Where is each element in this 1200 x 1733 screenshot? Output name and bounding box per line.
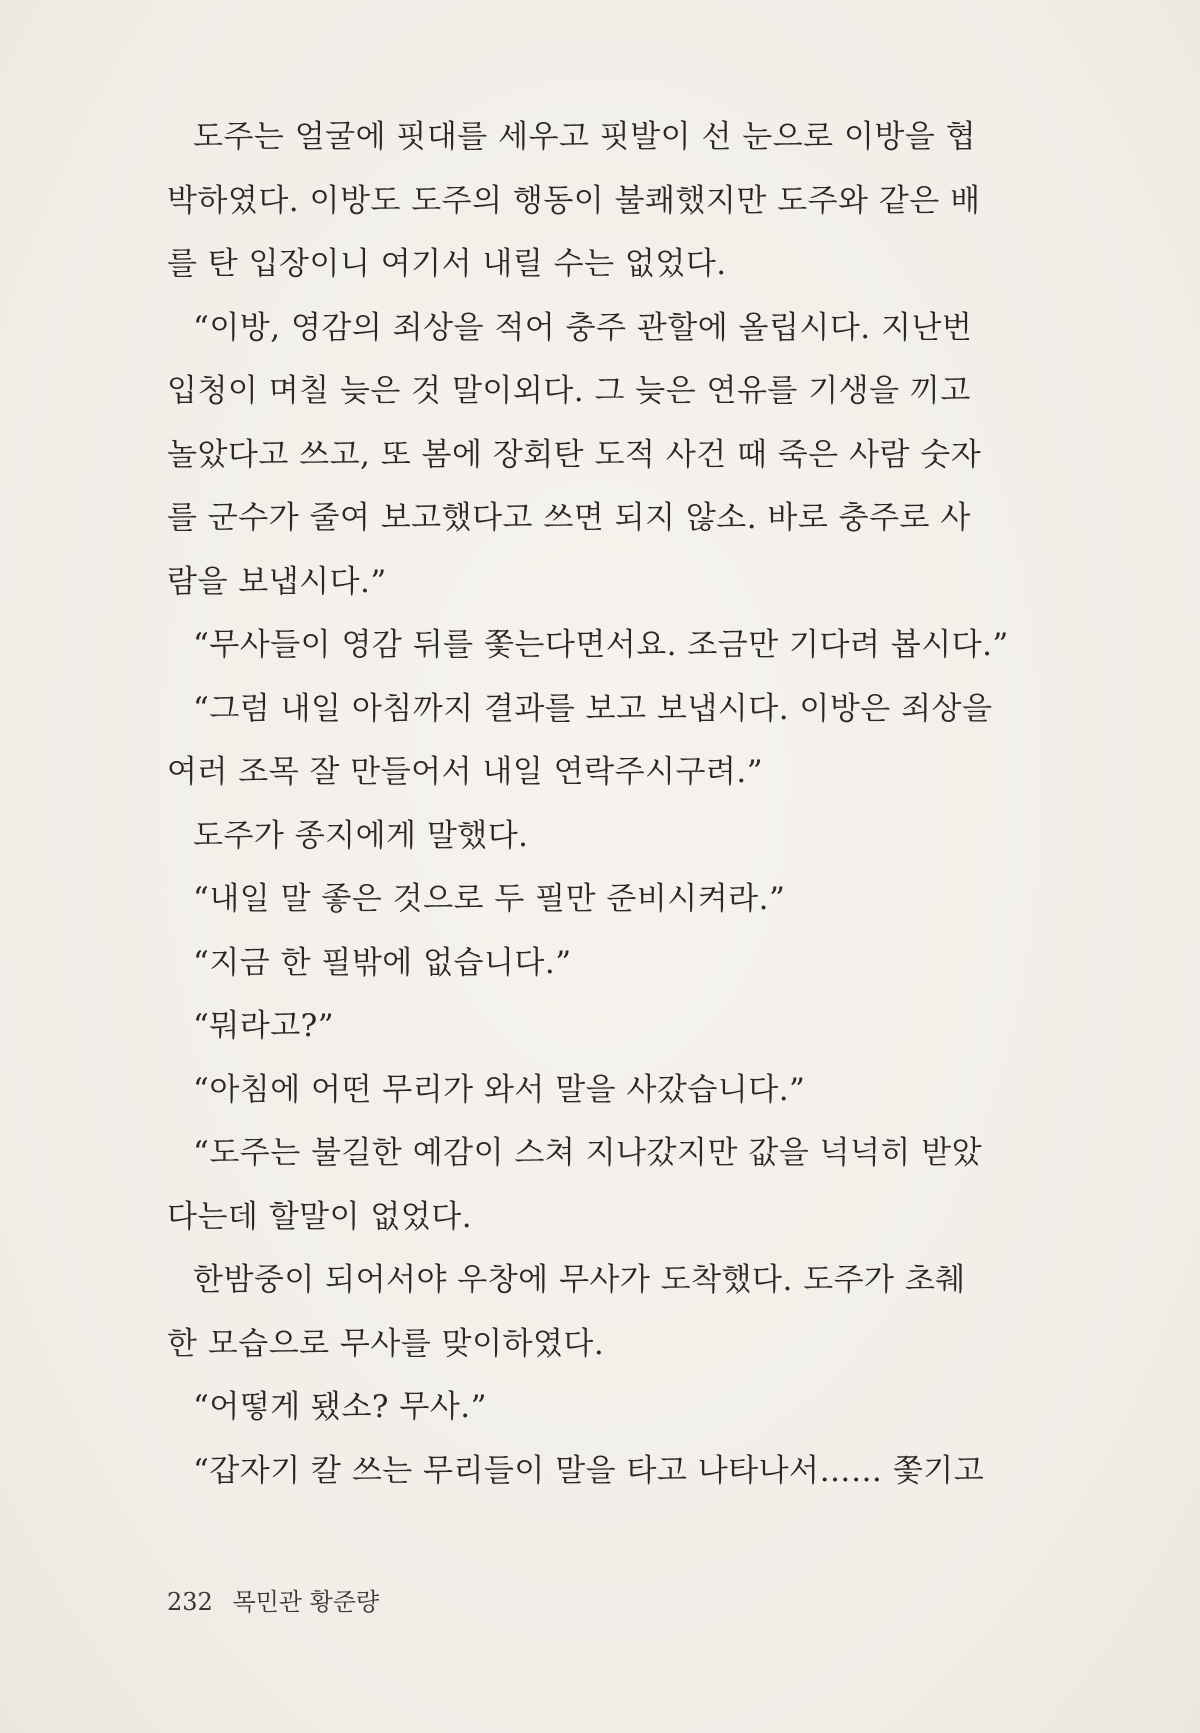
body-text <box>167 106 1047 1503</box>
text-line: 도주는 얼굴에 핏대를 세우고 핏발이 선 눈으로 이방을 협 <box>193 119 977 155</box>
page-footer <box>167 1582 379 1617</box>
text-line: “내일 말 좋은 것으로 두 필만 준비시켜라.” <box>193 881 786 917</box>
text-line: “어떻게 됐소? 무사.” <box>193 1389 487 1425</box>
text-line: 한밤중이 되어서야 우창에 무사가 도착했다. 도주가 초췌 <box>193 1262 966 1298</box>
text-line: “이방, 영감의 죄상을 적어 충주 관할에 올립시다. 지난번 <box>193 309 973 346</box>
text-line: “갑자기 칼 쓰는 무리들이 말을 타고 나타나서…… 쫓기고 <box>193 1452 985 1489</box>
text-line: 놀았다고 쓰고, 또 봄에 장회탄 도적 사건 때 죽은 사람 숫자 <box>167 436 982 473</box>
text-line: 도주가 종지에게 말했다. <box>193 817 529 854</box>
text-line: “지금 한 필밖에 없습니다.” <box>193 944 572 981</box>
text-line: “무사들이 영감 뒤를 쫓는다면서요. 조금만 기다려 봅시다.” <box>193 627 1009 663</box>
text-line: 여러 조목 잘 만들어서 내일 연락주시구려.” <box>167 754 764 790</box>
text-line: “그럼 내일 아침까지 결과를 보고 보냅시다. 이방은 죄상을 <box>193 690 993 727</box>
text-line: 다는데 할말이 없었다. <box>167 1198 473 1235</box>
text-line: 를 탄 입장이니 여기서 내릴 수는 없었다. <box>167 246 727 282</box>
text-line: “도주는 불길한 예감이 스쳐 지나갔지만 값을 넉넉히 받았 <box>193 1135 983 1171</box>
text-line: 입청이 며칠 늦은 것 말이외다. 그 늦은 연유를 기생을 끼고 <box>167 373 971 409</box>
text-line: 람을 보냅시다.” <box>167 563 387 600</box>
text-line: 를 군수가 줄여 보고했다고 쓰면 되지 않소. 바로 충주로 사 <box>167 500 971 536</box>
text-line: 박하였다. 이방도 도주의 행동이 불쾌했지만 도주와 같은 배 <box>167 182 981 219</box>
text-line: “아침에 어떤 무리가 와서 말을 사갔습니다.” <box>193 1071 806 1108</box>
page-number: 232 <box>167 1588 213 1616</box>
running-title: 목민관 황준량 <box>232 1588 380 1616</box>
text-line: “뭐라고?” <box>193 1008 335 1044</box>
text-line: 한 모습으로 무사를 맞이하였다. <box>167 1325 605 1362</box>
